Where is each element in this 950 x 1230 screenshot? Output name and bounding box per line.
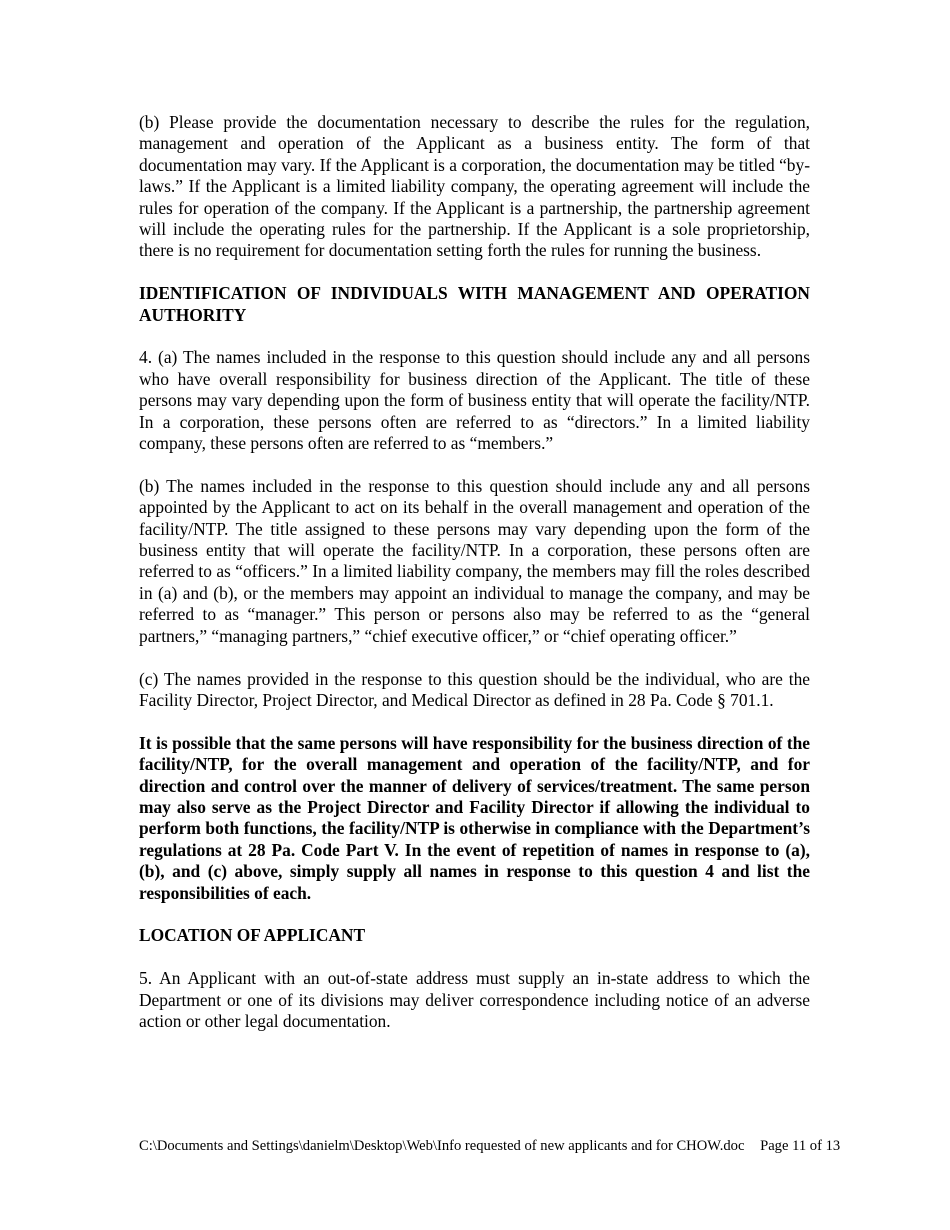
paragraph-5: 5. An Applicant with an out-of-state address must supply an in-state address to which the Department or one of its divisions may deliver correspondence including notice of an adverse action or other legal documentation. bbox=[139, 968, 810, 1031]
paragraph-4b: (b) The names included in the response to this question should include any and all persons appointed by the Applicant to act on its behalf in the overall management and operation of the facility/NTP. The title assigned to these persons may vary depending upon the form of the business entity that will operate the facility/NTP. In a corporation, these persons often are referred to as “officers.” In a limited liability company, the members may fill the roles described in (a) and (b), or the members may appoint an individual to manage the company, and may be referred to as “manager.” This person or persons also may be referred to as the “general partners,” “managing partners,” “chief executive officer,” or “chief operating officer.” bbox=[139, 475, 810, 646]
section-heading-location: LOCATION OF APPLICANT bbox=[139, 925, 366, 946]
footer-page-number: Page 11 of 13 bbox=[760, 1138, 841, 1154]
document-body bbox=[139, 112, 810, 1054]
paragraph-3b: (b) Please provide the documentation necessary to describe the rules for the regulation, management and operation of the Applicant as a business entity. The form of that documentation may vary. If the Applicant is a corporation, the documentation may be titled “by-laws.” If the Applicant is a limited liability company, the operating agreement will include the rules for operation of the company. If the Applicant is a partnership, the partnership agreement will include the operating rules for the partnership. If the Applicant is a sole proprietorship, there is no requirement for documentation setting forth the rules for running the business. bbox=[139, 112, 810, 261]
bold-notice-paragraph: It is possible that the same persons will have responsibility for the business direction of the facility/NTP, for the overall management and operation of the facility/NTP, and for direction and control over the manner of delivery of services/treatment. The same person may also serve as the Project Director and Facility Director if allowing the individual to perform both functions, the facility/NTP is otherwise in compliance with the Department’s regulations at 28 Pa. Code Part V. In the event of repetition of names in response to (a), (b), and (c) above, simply supply all names in response to this question 4 and list the responsibilities of each. bbox=[139, 732, 810, 903]
paragraph-4c: (c) The names provided in the response to this question should be the individual, who are the Facility Director, Project Director, and Medical Director as defined in 28 Pa. Code § 701.1. bbox=[139, 668, 810, 710]
footer-file-path: C:\Documents and Settings\danielm\Desktop\Web\Info requested of new applicants and for CHOW.doc bbox=[139, 1138, 745, 1154]
page-footer bbox=[139, 1137, 899, 1155]
section-heading-identification: IDENTIFICATION OF INDIVIDUALS WITH MANAGEMENT AND OPERATION AUTHORITY bbox=[139, 283, 810, 325]
paragraph-4a: 4. (a) The names included in the response to this question should include any and all persons who have overall responsibility for business direction of the Applicant. The title of these persons may vary depending upon the form of business entity that will operate the facility/NTP. In a corporation, these persons often are referred to as “directors.” In a limited liability company, these persons often are referred to as “members.” bbox=[139, 347, 810, 454]
